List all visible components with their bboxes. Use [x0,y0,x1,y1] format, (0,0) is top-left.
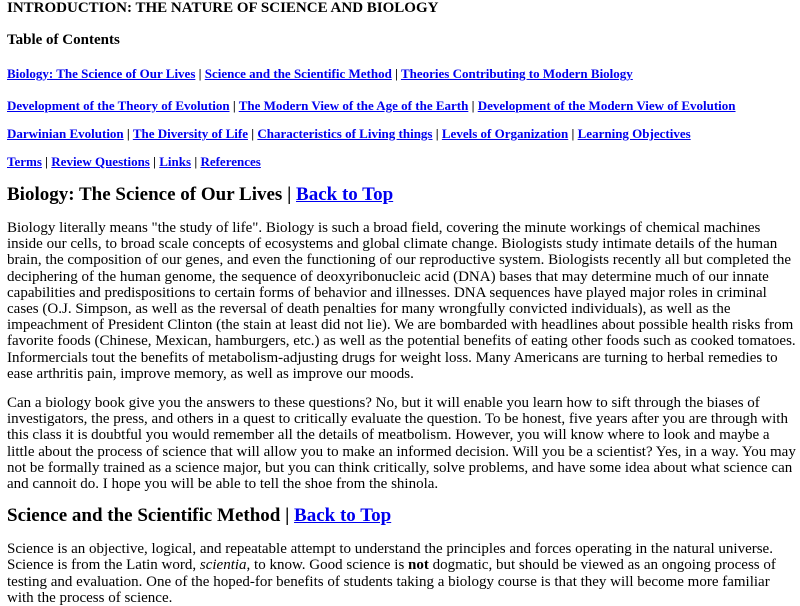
back-to-top-link[interactable]: Back to Top [294,505,392,527]
paragraph-biology-book: Can a biology book give you the answers to these questions? No, but it will enable you learn how to sift through the biases of investigators, the press, and others in a quest to critically evaluate the question. To be honest, five years after you are through with this class it is doubtful you would remember all the details of meatbolism. However, you will know where to look and maybe a little about the process of science that will allow you to make an informed decision. Will you be a scientist? Yes, in a way. You may not be formally trained as a science major, but you can think critically, solve problems, and have some idea about what science can and cannoit do. I hope you will be able to tell the shoe from the shinola. [7,395,796,493]
back-to-top-link[interactable]: Back to Top [296,184,394,205]
toc-link-levels-of-organization[interactable]: Levels of Organization [441,126,569,141]
toc-separator: | [198,66,202,81]
toc-separator: | [126,126,130,141]
toc-row-4 [7,154,797,169]
toc-link-theories-contributing[interactable]: Theories Contributing to Modern Biology [400,66,633,81]
toc-heading: Table of Contents [7,32,120,48]
toc-link-terms[interactable]: Terms [7,154,42,169]
section-heading-text: Science and the Scientific Method [7,505,281,527]
toc-link-darwinian-evolution[interactable]: Darwinian Evolution [7,126,124,141]
paragraph-science-definition [7,541,797,606]
section-heading-scientific-method [7,505,797,527]
section-heading-text: Biology: The Science of Our Lives [7,184,283,205]
toc-row-1 [7,66,797,81]
toc-separator: | [571,126,575,141]
toc-link-science-and-scientific-method[interactable]: Science and the Scientific Method [204,66,392,81]
section-heading-separator: | [285,505,290,527]
latin-term: scientia [199,557,247,574]
toc-separator: | [194,154,198,169]
toc-link-characteristics-living-things[interactable]: Characteristics of Living things [257,126,433,141]
toc-separator: | [435,126,439,141]
toc-separator: | [232,98,236,113]
toc-link-review-questions[interactable]: Review Questions [51,154,150,169]
section-heading-separator: | [287,184,292,205]
toc-link-development-theory-evolution[interactable]: Development of the Theory of Evolution [7,98,230,113]
toc-separator: | [45,154,49,169]
toc-separator: | [471,98,475,113]
text-run: Science is an objective, logical, and repeatable attempt to understand the principles and forces operating in the natural universe. Science is from the Latin word, [7,541,773,574]
toc-link-development-modern-view-evolution[interactable]: Development of the Modern View of Evolution [477,98,736,113]
page-title: INTRODUCTION: THE NATURE OF SCIENCE AND BIOLOGY [7,0,439,16]
toc-link-links[interactable]: Links [159,154,192,169]
toc-separator: | [153,154,156,169]
toc-link-references[interactable]: References [200,154,261,169]
toc-row-2 [7,98,797,113]
paragraph-biology-intro: Biology literally means "the study of life". Biology is such a broad field, covering the minute workings of chemical machines inside our cells, to broad scale concepts of ecosystems and global climate change. Biologists study intimate details of the human brain, the composition of our genes, and even the functioning of our reproductive system. Biologists recently all but completed the deciphering of the human genome, the sequence of deoxyribonucleic acid (DNA) bases that may determine much of our innate capabilities and predispositions to certain forms of behavior and illnesses. DNA sequences have played major roles in criminal cases (O.J. Simpson, as well as the reversal of death penalties for many wrongfully convicted individuals), as well as the impeachment of President Clinton (the stain at least did not lie). We are bombarded with headlines about possible health risks from favorite foods (Chinese, Mexican, hamburgers, etc.) as well as the potential benefits of eating other foods such as cooked tomatoes. Informercials tout the benefits of metabolism-adjusting drugs for weight loss. Many Americans are turning to herbal remedies to ease arthritis pain, improve memory, as well as improve our moods. [7,220,796,382]
toc-separator: | [395,66,398,81]
text-run: dogmatic, but should be viewed as an ongoing process of testing and evaluation. One of the hoped-for benefits of students taking a biology course is that they will become more familiar with the process of science. [7,557,776,606]
toc-link-learning-objectives[interactable]: Learning Objectives [577,126,691,141]
toc-row-3 [7,126,797,141]
section-heading-biology [7,184,797,206]
emphasis-not: not [408,557,429,574]
toc-link-modern-view-age-earth[interactable]: The Modern View of the Age of the Earth [238,98,469,113]
toc-separator: | [251,126,255,141]
text-run: , to know. Good science is [246,557,409,574]
toc-link-diversity-of-life[interactable]: The Diversity of Life [132,126,248,141]
toc-link-biology-science-of-our-lives[interactable]: Biology: The Science of Our Lives [7,66,196,81]
